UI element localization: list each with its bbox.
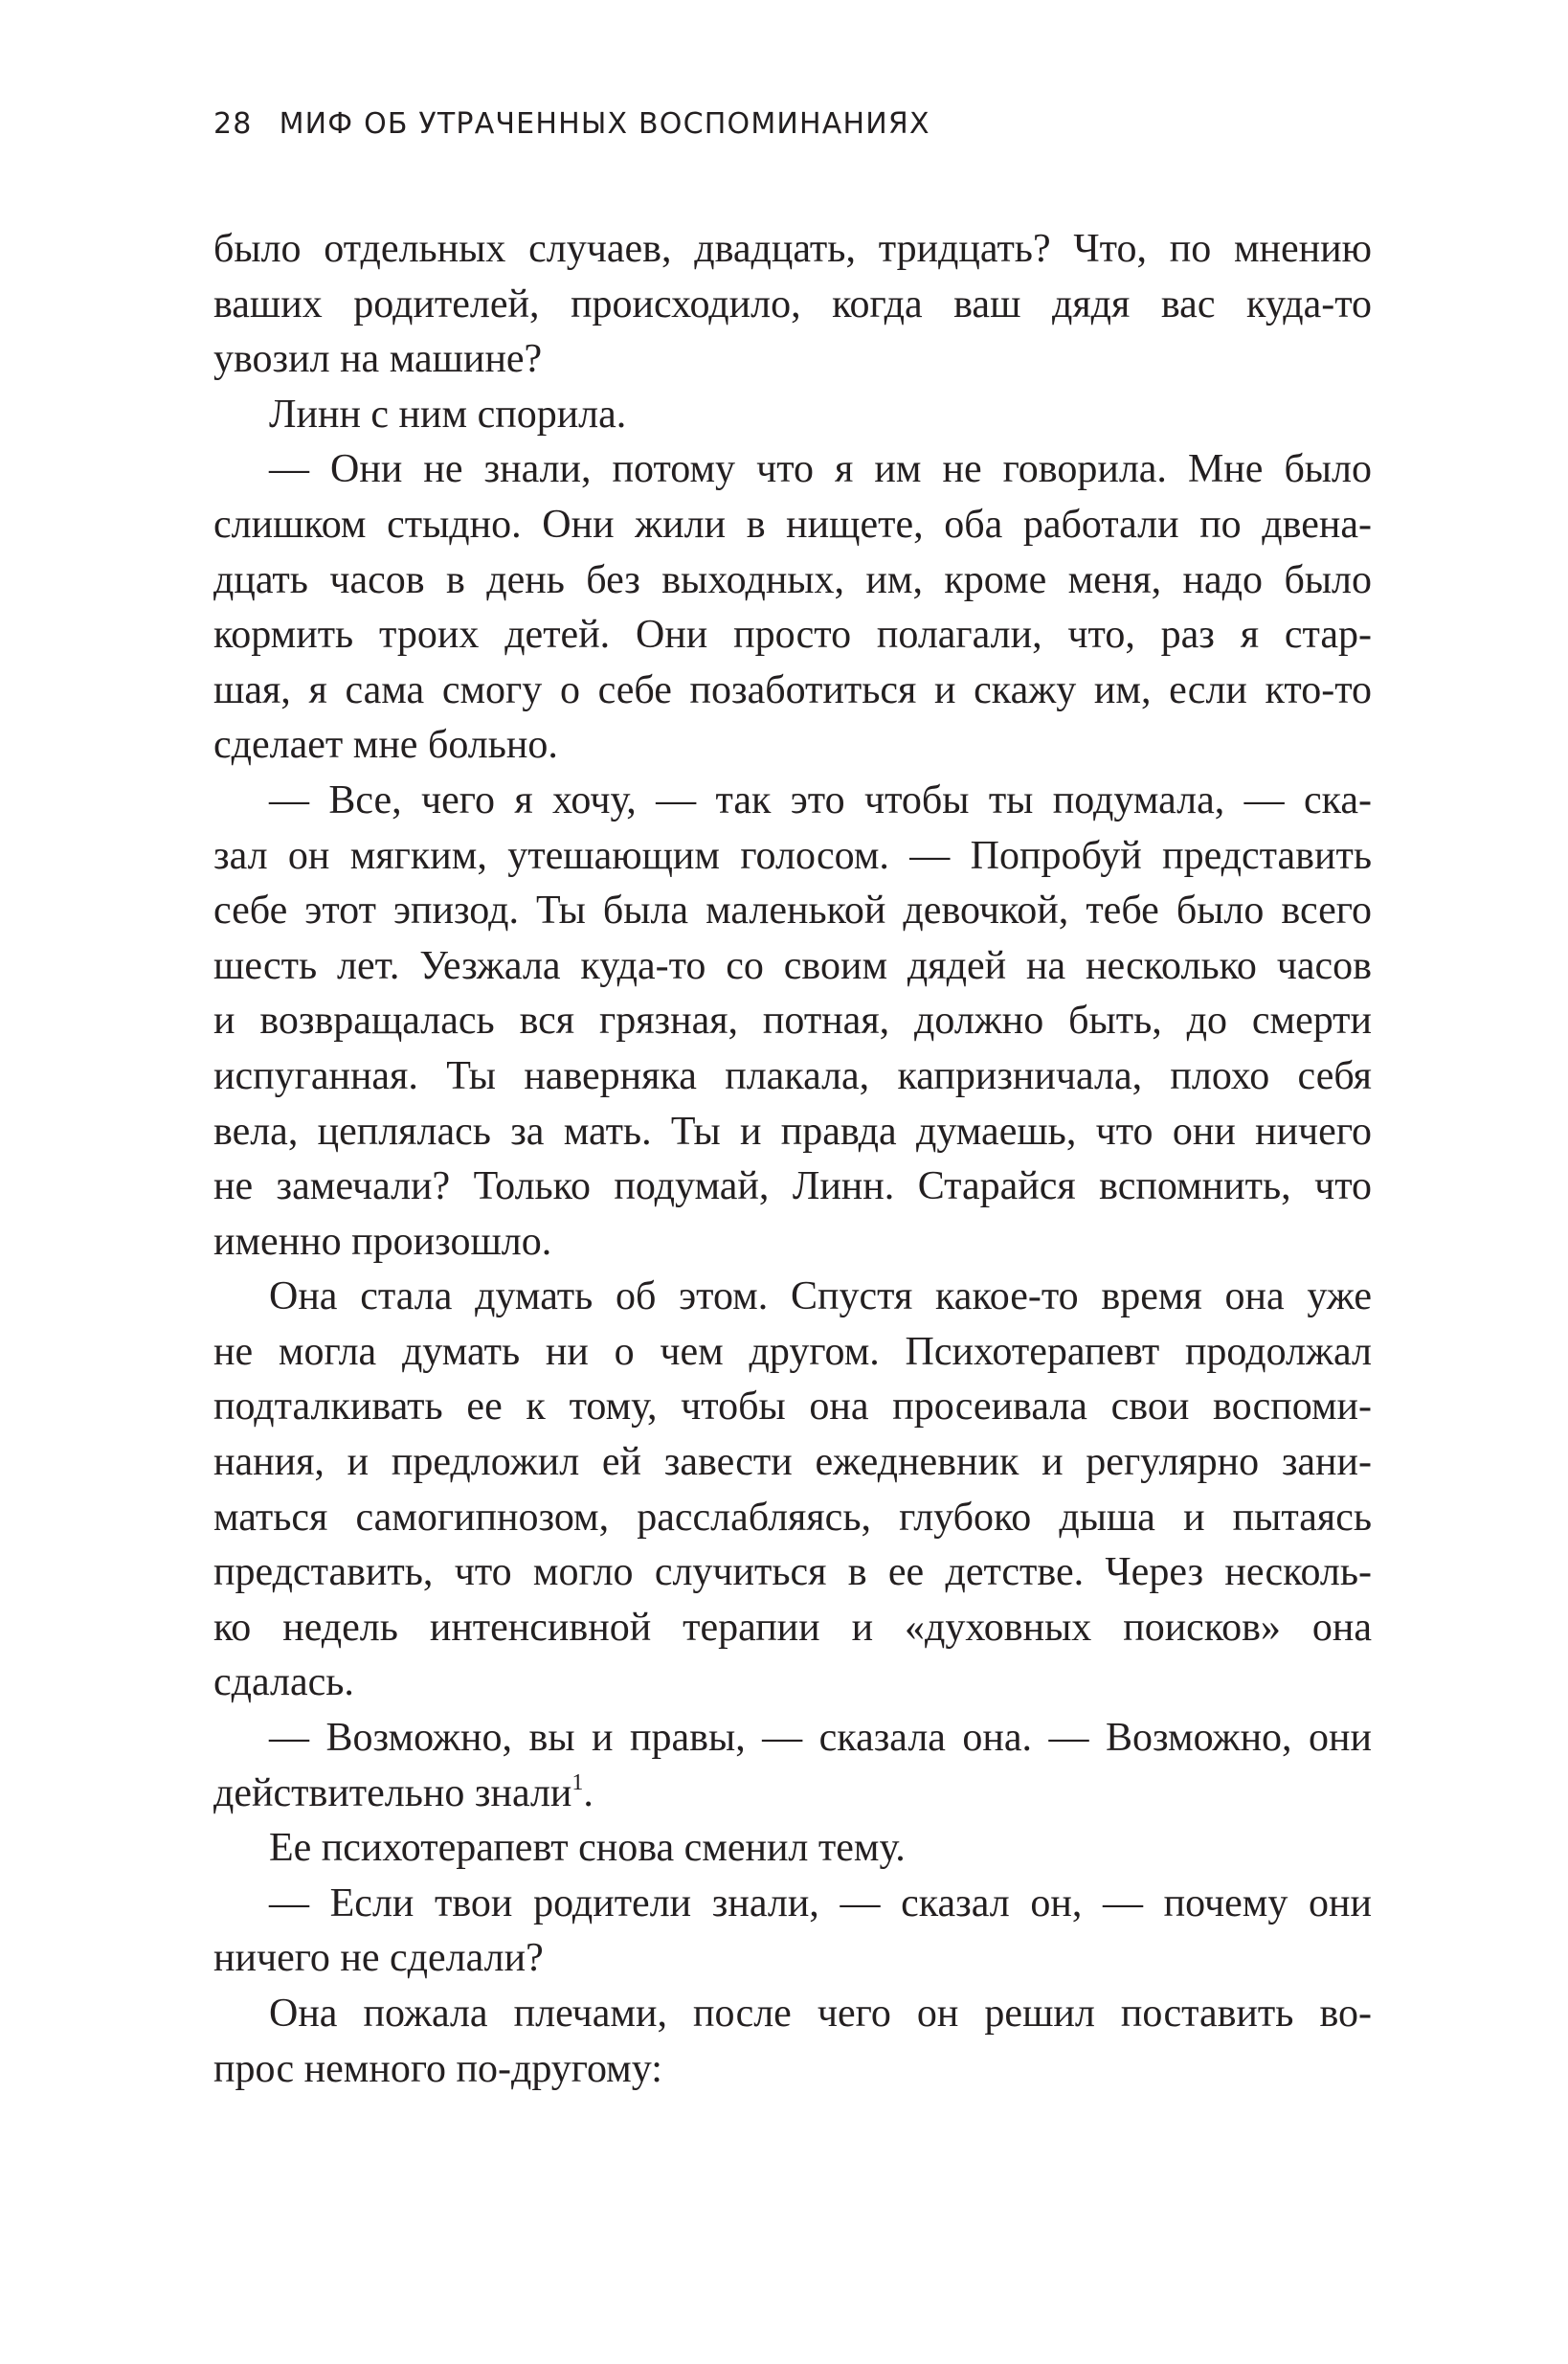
text-line: — Все, чего я хочу, — так это чтобы ты подумала, — ска- — [269, 777, 1372, 822]
text-line: шесть лет. Уезжала куда-то со своим дядей на несколько часов — [213, 943, 1372, 988]
text-fragment: . — [583, 1770, 594, 1815]
text-fragment: действительно знали — [213, 1770, 572, 1815]
text-line: дцать часов в день без выходных, им, кроме меня, надо было — [213, 557, 1372, 602]
text-line: маться самогипнозом, расслабляясь, глубоко дыша и пытаясь — [213, 1495, 1372, 1540]
text-line: испуганная. Ты наверняка плакала, капризничала, плохо себя — [213, 1053, 1372, 1098]
text-line: вела, цеплялась за мать. Ты и правда думаешь, что они ничего — [213, 1109, 1372, 1154]
text-line: прос немного по-другому: — [213, 2046, 662, 2091]
text-line: зал он мягким, утешающим голосом. — Попробуй представить — [213, 833, 1372, 878]
page-number: 28 — [213, 107, 253, 141]
text-line: подталкивать ее к тому, чтобы она просеивала свои воспоми- — [213, 1385, 1372, 1430]
text-line-with-footnote — [213, 1767, 1372, 1822]
text-line: шая, я сама смогу о себе позаботиться и скажу им, если кто-то — [213, 667, 1372, 712]
text-line: не замечали? Только подумай, Линн. Старайся вспомнить, что — [213, 1164, 1372, 1209]
chapter-title: МИФ ОБ УТРАЧЕННЫХ ВОСПОМИНАНИЯХ — [279, 107, 930, 141]
text-line: сдалась. — [213, 1660, 354, 1705]
text-line: ко недель интенсивной терапии и «духовных поисков» она — [213, 1605, 1372, 1650]
text-line: не могла думать ни о чем другом. Психотерапевт продолжал — [213, 1329, 1372, 1374]
text-line: — Если твои родители знали, — сказал он, — почему они — [269, 1880, 1372, 1925]
text-line: Ее психотерапевт снова сменил тему. — [269, 1826, 906, 1871]
text-line: увозил на машине? — [213, 337, 543, 382]
text-line: сделает мне больно. — [213, 723, 558, 768]
text-line: ваших родителей, происходило, когда ваш дядя вас куда-то — [213, 281, 1372, 326]
text-line: Она стала думать об этом. Спустя какое-то время она уже — [269, 1274, 1372, 1319]
text-line: себе этот эпизод. Ты была маленькой девочкой, тебе было всего — [213, 889, 1372, 934]
footnote-marker[interactable]: 1 — [571, 1769, 584, 1795]
text-line: слишком стыдно. Они жили в нищете, оба работали по двена- — [213, 502, 1372, 547]
text-line: — Они не знали, потому что я им не говорила. Мне было — [269, 447, 1372, 492]
running-header — [213, 107, 930, 141]
text-line: именно произошло. — [213, 1219, 552, 1264]
text-line: было отдельных случаев, двадцать, тридцать? Что, по мнению — [213, 227, 1372, 271]
text-line: и возвращалась вся грязная, потная, должно быть, до смерти — [213, 999, 1372, 1044]
text-line: ничего не сделали? — [213, 1936, 544, 1981]
text-line: — Возможно, вы и правы, — сказала она. — Возможно, они — [269, 1716, 1372, 1761]
text-line: Она пожала плечами, после чего он решил поставить во- — [269, 1992, 1372, 2036]
body-text — [213, 222, 1372, 2097]
text-line: нания, и предложил ей завести ежедневник и регулярно зани- — [213, 1440, 1372, 1485]
text-line: кормить троих детей. Они просто полагали, что, раз я стар- — [213, 613, 1372, 658]
text-line: представить, что могло случиться в ее детстве. Через несколь- — [213, 1550, 1372, 1595]
text-line: Линн с ним спорила. — [269, 392, 627, 437]
